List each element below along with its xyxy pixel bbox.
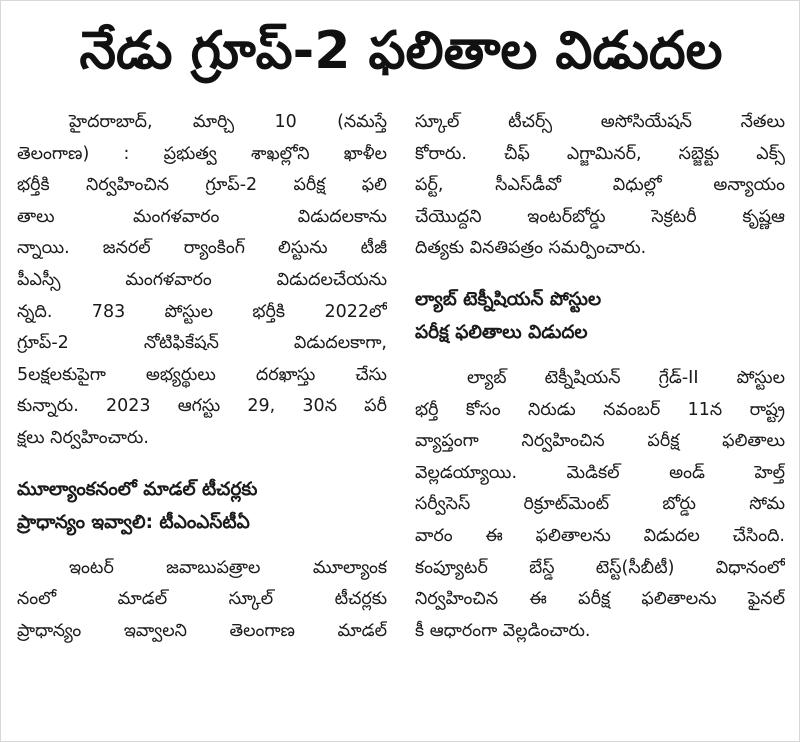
story-group2-results (17, 107, 387, 455)
story-line: కోరారు. చీఫ్‌ ఎగ్జామినర్‌, సబ్జెక్టు ఎక్స్‌ (415, 143, 785, 164)
story-line: దిత్యకు వినతిపత్రం సమర్పించారు. (415, 238, 647, 259)
story-line: పర్ట్‌, సీఎస్‌డీవో విధుల్లో అన్యాయం (415, 175, 785, 196)
subhead-model-teachers (17, 473, 387, 539)
story-line: భర్తీకి నిర్వహించిన గ్రూప్‌-2 పరీక్ష ఫలి (17, 175, 387, 196)
story-line: కీ ఆధారంగా వెల్లడించారు. (415, 620, 591, 641)
story-line: నిర్వహించిన ఈ పరీక్ష ఫలితాలను ఫైనల్‌ (415, 589, 785, 610)
subhead-line: ప్రాధాన్యం ఇవ్వాలి: టీఎంఎస్‌టీఏ (17, 511, 250, 533)
headline: నేడు గ్రూప్‌-2 ఫలితాల విడుదల (79, 21, 723, 81)
story-line: భర్తీ కోసం నిరుడు నవంబర్‌ 11న రాష్ట్ర (415, 399, 785, 420)
story-model-teachers-continued (415, 107, 785, 265)
story-line: హైదరాబాద్‌, మార్చి 10 (నమస్తే (69, 112, 387, 132)
story-line: 5లక్షలకుపైగా అభ్యర్థులు దరఖాస్తు చేసు (17, 364, 387, 385)
story-line: వెల్లడయ్యాయి. మెడికల్‌ అండ్‌ హెల్త్‌ (415, 462, 785, 483)
story-line: పీఎస్సీ మంగళవారం విడుదలచేయను (17, 269, 387, 290)
story-line: న్నది. 783 పోస్టుల భర్తీకి 2022లో (17, 301, 387, 322)
subhead-line: మూల్యాంకనంలో మాడల్‌ టీచర్లకు (17, 478, 258, 500)
subhead-line: ల్యాబ్‌ టెక్నీషియన్‌ పోస్టుల (415, 288, 602, 310)
story-line: చేయొద్దని ఇంటర్‌బోర్డు సెక్రటరీ కృష్ణఆ (415, 206, 785, 227)
story-lab-technician (415, 363, 785, 647)
subhead-line: పరీక్ష ఫలితాలు విడుదల (415, 321, 588, 343)
story-line: గ్రూప్‌-2 నోటిఫికేషన్‌ విడుదలకాగా, (17, 333, 387, 354)
story-line: కంప్యూటర్‌ బేస్డ్‌ టెస్ట్‌(సీబీటీ) విధానంలో (415, 557, 785, 578)
story-line: నంలో మాడల్‌ స్కూల్‌ టీచర్లకు (17, 589, 387, 610)
story-line: తాలు మంగళవారం విడుదలకాను (17, 206, 387, 227)
story-line: క్షలు నిర్వహించారు. (17, 427, 149, 448)
story-model-teachers (17, 553, 387, 648)
story-line: కున్నారు. 2023 ఆగస్టు 29, 30న పరీ (17, 396, 387, 417)
story-line: స్కూల్‌ టీచర్స్‌ అసోసియేషన్‌ నేతలు (415, 112, 785, 132)
story-line: తెలంగాణ) : ప్రభుత్వ శాఖల్లోని ఖాళీల (17, 143, 387, 164)
story-line: ప్రాధాన్యం ఇవ్వాలని తెలంగాణ మాడల్‌ (17, 620, 387, 641)
story-line: న్నాయి. జనరల్‌ ర్యాంకింగ్‌ లిస్టును టీజీ (17, 238, 387, 259)
story-line: వారం ఈ ఫలితాలను విడుదల చేసింది. (415, 525, 785, 546)
subhead-lab-technician (415, 283, 785, 349)
story-line: సర్వీసెస్‌ రిక్రూట్‌మెంట్‌ బోర్డు సోమ (415, 494, 785, 515)
story-line: ల్యాబ్‌ టెక్నీషియన్‌ గ్రేడ్‌-II పోస్టుల (467, 367, 785, 388)
left-column (17, 107, 387, 647)
story-line: వ్యాప్తంగా నిర్వహించిన పరీక్ష ఫలితాలు (415, 431, 785, 452)
story-line: ఇంటర్‌ జవాబుపత్రాల మూల్యాంక (69, 557, 387, 578)
right-column (415, 107, 785, 647)
